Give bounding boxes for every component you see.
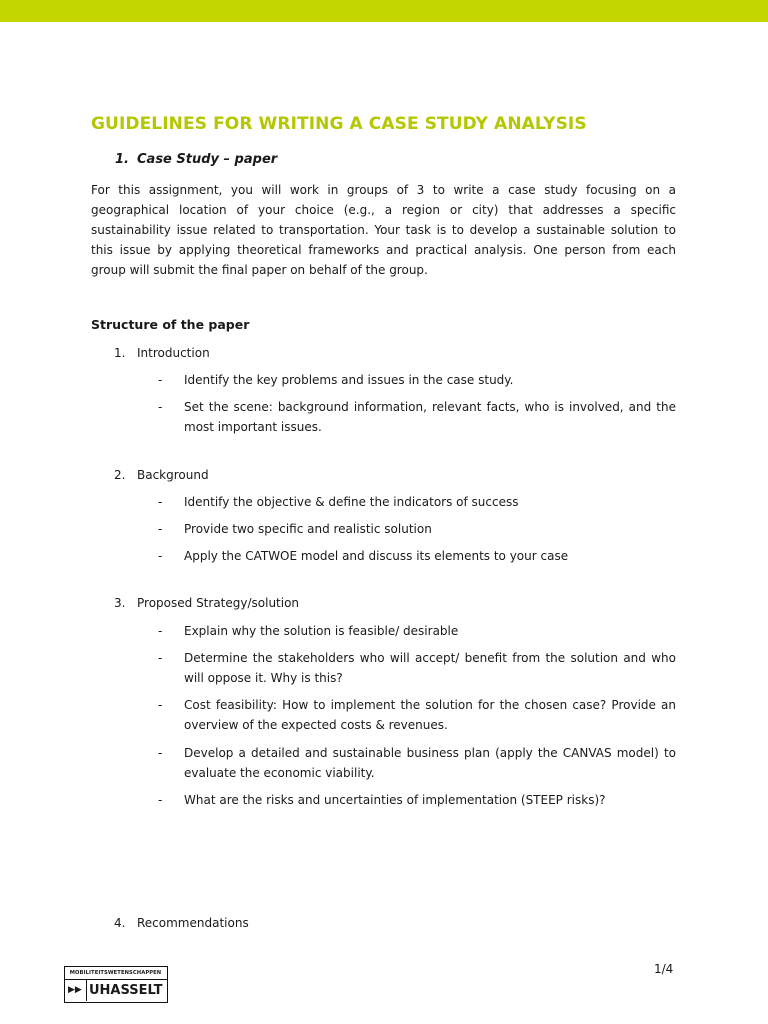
structure-item-introduction — [114, 346, 210, 360]
top-accent-bar — [0, 0, 768, 22]
bullet-item — [158, 546, 676, 566]
intro-paragraph: For this assignment, you will work in groups of 3 to write a case study focusing on a geographical location of your choice (e.g., a region or city) that addresses a specific sustainability issue related to transportation. Your task is to develop a sustainable solution to this issue by applying theoretical frameworks and practical analysis. One person from each group will submit the final paper on behalf of the group. — [91, 183, 676, 277]
section-1-number: 1. — [115, 152, 129, 167]
bullet-text: Identify the key problems and issues in the case study. — [184, 373, 514, 387]
section-1-title: Case Study – paper — [137, 152, 278, 167]
section-1-heading — [115, 152, 277, 167]
bullet-item — [158, 519, 676, 539]
bullet-text: Identify the objective & define the indicators of success — [184, 495, 519, 509]
page-number: 1/4 — [654, 962, 674, 976]
bullet-dash: - — [158, 793, 163, 807]
structure-item-proposed-strategy — [114, 596, 299, 610]
bullet-item — [158, 790, 676, 810]
bullet-item — [158, 743, 676, 783]
bullet-dash: - — [158, 746, 163, 760]
bullet-text: Explain why the solution is feasible/ desirable — [184, 624, 459, 638]
bullet-text: Set the scene: background information, relevant facts, who is involved, and the most important issues. — [184, 400, 676, 434]
bullet-dash: - — [158, 624, 163, 638]
bullet-item — [158, 648, 676, 688]
bullet-dash: - — [158, 495, 163, 509]
item-title: Introduction — [137, 346, 210, 360]
bullet-dash: - — [158, 522, 163, 536]
bullet-item — [158, 695, 676, 735]
structure-item-background — [114, 468, 209, 482]
item-number: 3. — [114, 596, 126, 610]
uhasselt-logo — [64, 966, 168, 1003]
bullet-text: Provide two specific and realistic solution — [184, 522, 432, 536]
bullet-text: Determine the stakeholders who will accept/ benefit from the solution and who will oppose it. Why is this? — [184, 651, 676, 685]
bullet-item — [158, 397, 676, 437]
logo-upper-text: MOBILITEITSWETENSCHAPPEN — [69, 970, 162, 976]
structure-item-recommendations — [114, 916, 249, 930]
structure-heading: Structure of the paper — [91, 317, 250, 332]
item-title: Recommendations — [137, 916, 249, 930]
bullet-dash: - — [158, 373, 163, 387]
bullet-text: Apply the CATWOE model and discuss its elements to your case — [184, 549, 569, 563]
bullet-text: Cost feasibility: How to implement the solution for the chosen case? Provide an overview of the expected costs & revenues. — [184, 698, 676, 732]
item-title: Proposed Strategy/solution — [137, 596, 300, 610]
bullet-dash: - — [158, 698, 163, 712]
bullet-dash: - — [158, 651, 163, 665]
bullet-dash: - — [158, 549, 163, 563]
item-title: Background — [137, 468, 209, 482]
bullet-dash: - — [158, 400, 163, 414]
item-number: 4. — [114, 916, 126, 930]
bullet-text: What are the risks and uncertainties of implementation (STEEP risks)? — [184, 793, 606, 807]
item-number: 2. — [114, 468, 126, 482]
bullet-item — [158, 492, 676, 512]
fast-forward-icon: ▶▶ — [68, 985, 82, 995]
bullet-item — [158, 621, 676, 641]
bullet-item — [158, 370, 676, 390]
document-title: GUIDELINES FOR WRITING A CASE STUDY ANALYSIS — [91, 114, 587, 134]
logo-name: UHASSELT — [89, 983, 163, 998]
bullet-text: Develop a detailed and sustainable business plan (apply the CANVAS model) to evaluate the economic viability. — [184, 746, 676, 780]
item-number: 1. — [114, 346, 126, 360]
